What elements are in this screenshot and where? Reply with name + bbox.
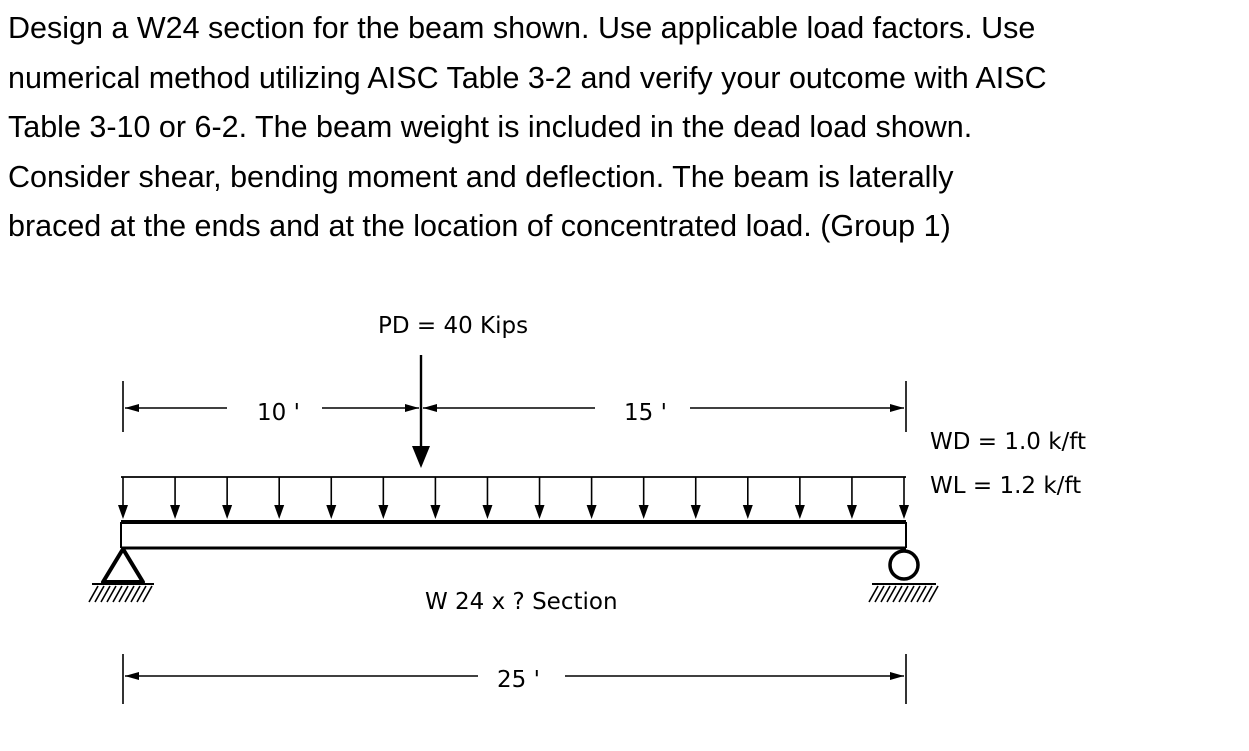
udl-arrow xyxy=(899,477,909,519)
udl-arrow xyxy=(222,477,232,519)
udl-arrow xyxy=(639,477,649,519)
problem-line-3: Table 3-10 or 6-2. The beam weight is included in the dead load shown. xyxy=(8,110,973,144)
udl-arrow xyxy=(587,477,597,519)
udl-arrow xyxy=(430,477,440,519)
top-dimension xyxy=(123,381,906,432)
udl-arrow xyxy=(326,477,336,519)
roller-support xyxy=(869,551,938,602)
udl-arrow xyxy=(691,477,701,519)
distributed-load xyxy=(118,477,909,519)
pin-support xyxy=(89,549,154,602)
udl-arrow xyxy=(482,477,492,519)
dim-total-label: 25 ' xyxy=(497,667,540,693)
point-load-label: PD = 40 Kips xyxy=(378,313,529,339)
udl-arrow xyxy=(274,477,284,519)
udl-arrow xyxy=(743,477,753,519)
udl-arrow xyxy=(795,477,805,519)
udl-arrow xyxy=(118,477,128,519)
wd-label: WD = 1.0 k/ft xyxy=(930,429,1087,455)
problem-line-1: Design a W24 section for the beam shown. Use applicable load factors. Use xyxy=(8,11,1036,45)
beam xyxy=(121,522,906,548)
udl-arrow xyxy=(170,477,180,519)
udl-arrow xyxy=(847,477,857,519)
udl-arrow xyxy=(378,477,388,519)
dim-right-label: 15 ' xyxy=(624,400,667,426)
dim-left-label: 10 ' xyxy=(257,400,300,426)
section-label: W 24 x ? Section xyxy=(425,589,618,615)
problem-line-5: braced at the ends and at the location of concentrated load. (Group 1) xyxy=(8,209,951,243)
problem-line-2: numerical method utilizing AISC Table 3-2 and verify your outcome with AISC xyxy=(8,60,1047,95)
udl-arrows xyxy=(118,477,909,519)
wl-label: WL = 1.2 k/ft xyxy=(930,473,1082,499)
udl-arrow xyxy=(535,477,545,519)
point-load-arrow xyxy=(412,355,430,468)
problem-line-4: Consider shear, bending moment and deflection. The beam is laterally xyxy=(8,159,954,194)
